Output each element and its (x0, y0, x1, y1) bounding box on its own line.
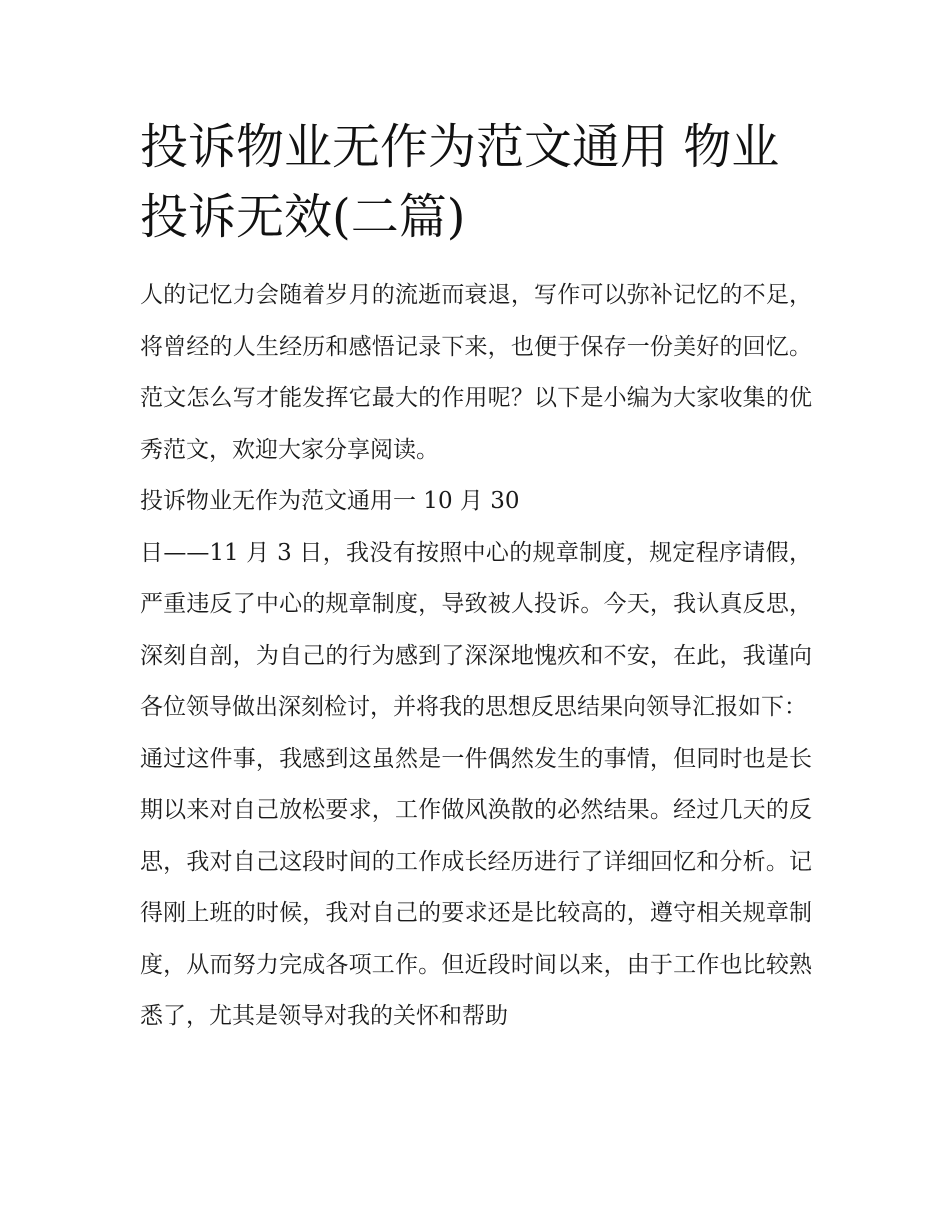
paragraph-section-heading: 投诉物业无作为范文通用一 10 月 30 (140, 488, 520, 514)
paragraph-incident: 日——11 月 3 日，我没有按照中心的规章制度，规定程序请假，严重违反了中心的规章制度，导致被人投诉。今天，我认真反思，深刻自剖，为自己的行为感到了深深地愧疚和不安，在此，我谨向各位领导做出深刻检讨，并将我的思想反思结果向领导汇报如下： (140, 539, 812, 720)
document-body (140, 112, 812, 1043)
document-title: 投诉物业无作为范文通用 物业投诉无效(二篇) (140, 119, 780, 245)
paragraph-intro: 人的记忆力会随着岁月的流逝而衰退，写作可以弥补记忆的不足，将曾经的人生经历和感悟记录下来，也便于保存一份美好的回忆。范文怎么写才能发挥它最大的作用呢？以下是小编为大家收集的优秀范文，欢迎大家分享阅读。 (140, 282, 812, 463)
paragraph-reflection: 通过这件事，我感到这虽然是一件偶然发生的事情，但同时也是长期以来对自己放松要求，工作做风涣散的必然结果。经过几天的反思，我对自己这段时间的工作成长经历进行了详细回忆和分析。记得刚上班的时候，我对自己的要求还是比较高的，遵守相关规章制度，从而努力完成各项工作。但近段时间以来，由于工作也比较熟悉了，尤其是领导对我的关怀和帮助 (140, 745, 812, 1029)
